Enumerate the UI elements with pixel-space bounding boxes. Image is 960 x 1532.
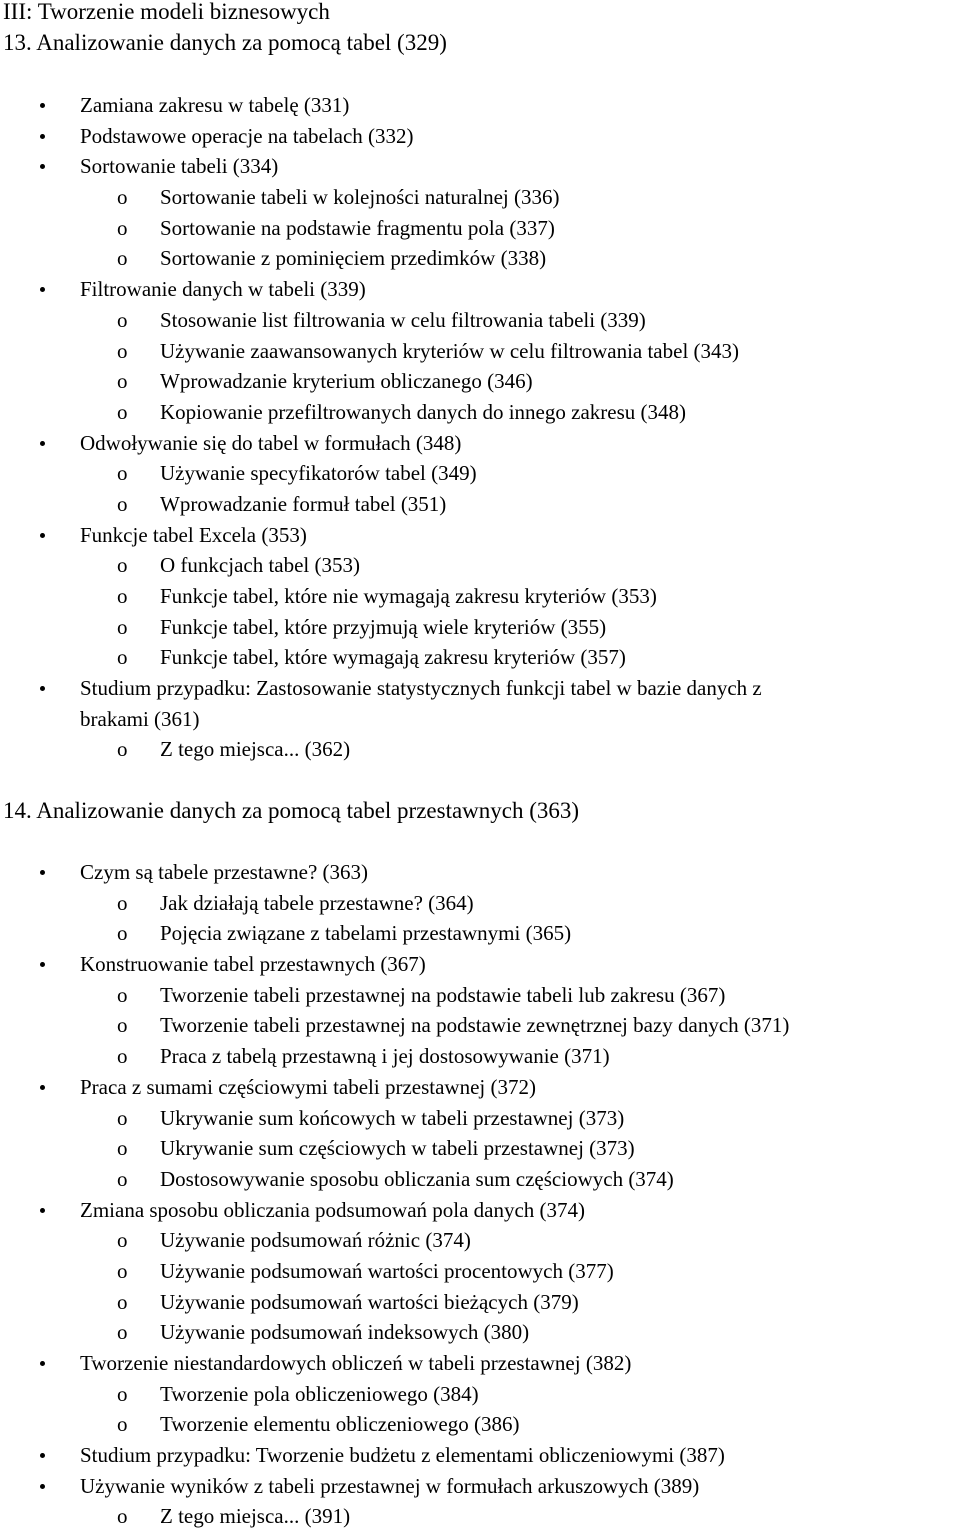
- list-item-text: Studium przypadku: Zastosowanie statystycznych funkcji tabel w bazie danych z: [80, 676, 762, 701]
- sub-bullet-marker: o: [117, 185, 128, 210]
- list-item: [0, 1348, 960, 1379]
- sub-bullet-marker: o: [117, 737, 128, 762]
- bullet-icon: [40, 962, 45, 967]
- list-item-text: Tworzenie tabeli przestawnej na podstawie tabeli lub zakresu (367): [160, 982, 726, 1007]
- sub-list-item: [0, 1409, 960, 1440]
- sub-list-item: [0, 642, 960, 673]
- sub-bullet-marker: o: [117, 246, 128, 271]
- sub-list-item: [0, 1225, 960, 1256]
- bullet-icon: [40, 441, 45, 446]
- list-item: [0, 520, 960, 551]
- sub-list-item: [0, 1379, 960, 1410]
- list-item-text: Używanie specyfikatorów tabel (349): [160, 461, 477, 486]
- list-item-text: Praca z tabelą przestawną i jej dostosowywanie (371): [160, 1044, 610, 1069]
- list-item-text: Zmiana sposobu obliczania podsumowań pola danych (374): [80, 1197, 586, 1222]
- chapter-13-title: 13. Analizowanie danych za pomocą tabel (329): [3, 30, 447, 55]
- sub-bullet-marker: o: [117, 921, 128, 946]
- list-item-text: Czym są tabele przestawne? (363): [80, 860, 369, 884]
- list-item-text: Używanie podsumowań indeksowych (380): [160, 1320, 530, 1345]
- sub-bullet-marker: o: [117, 215, 128, 240]
- sub-list-item: [0, 336, 960, 367]
- bullet-icon: [40, 1453, 45, 1458]
- sub-bullet-marker: o: [117, 1136, 128, 1161]
- list-item: [0, 1195, 960, 1226]
- sub-list-item: [0, 734, 960, 765]
- sub-bullet-marker: o: [117, 1044, 128, 1069]
- sub-list-item: [0, 182, 960, 213]
- list-item-text: Odwoływanie się do tabel w formułach (348): [80, 430, 462, 455]
- sub-bullet-marker: o: [117, 369, 128, 394]
- sub-bullet-marker: o: [117, 553, 128, 578]
- chapter-13-list: [0, 90, 960, 765]
- sub-bullet-marker: o: [117, 1320, 128, 1345]
- list-item-text: Funkcje tabel, które nie wymagają zakresu kryteriów (353): [160, 584, 657, 608]
- sub-bullet-marker: o: [117, 1289, 128, 1314]
- sub-list-item: [0, 1010, 960, 1041]
- list-item-text: Podstawowe operacje na tabelach (332): [80, 123, 414, 148]
- list-item-text: brakami (361): [80, 706, 200, 731]
- sub-bullet-marker: o: [117, 1381, 128, 1406]
- list-item: [0, 428, 960, 459]
- sub-list-item: [0, 243, 960, 274]
- sub-list-item: [0, 1133, 960, 1164]
- list-item: [0, 121, 960, 152]
- sub-list-item: [0, 397, 960, 428]
- list-item-text: Sortowanie tabeli (334): [80, 154, 279, 179]
- list-item-text: Sortowanie z pominięciem przedimków (338): [160, 246, 547, 271]
- list-item-text: Jak działają tabele przestawne? (364): [160, 890, 474, 915]
- sub-bullet-marker: o: [117, 1105, 128, 1130]
- sub-bullet-marker: o: [117, 1228, 128, 1253]
- list-item-text: Wprowadzanie formuł tabel (351): [160, 491, 447, 516]
- list-item-text: Tworzenie pola obliczeniowego (384): [160, 1381, 479, 1406]
- list-item: [0, 1072, 960, 1103]
- sub-list-item: [0, 1103, 960, 1134]
- list-item-text: Z tego miejsca... (391): [160, 1504, 351, 1529]
- list-item-text: Stosowanie list filtrowania w celu filtrowania tabeli (339): [160, 307, 646, 332]
- list-item: [0, 949, 960, 980]
- sub-bullet-marker: o: [117, 982, 128, 1007]
- list-item-text: Filtrowanie danych w tabeli (339): [80, 277, 366, 302]
- sub-list-item: [0, 918, 960, 949]
- sub-list-item: [0, 1164, 960, 1195]
- sub-bullet-marker: o: [117, 338, 128, 363]
- sub-bullet-marker: o: [117, 399, 128, 424]
- list-item-text: Sortowanie na podstawie fragmentu pola (337): [160, 215, 555, 240]
- list-item-text: Ukrywanie sum częściowych w tabeli przestawnej (373): [160, 1136, 635, 1161]
- sub-bullet-marker: o: [117, 614, 128, 639]
- bullet-icon: [40, 1361, 45, 1366]
- bullet-icon: [40, 1208, 45, 1213]
- list-item-text: Funkcje tabel, które przyjmują wiele kryteriów (355): [160, 614, 607, 639]
- sub-bullet-marker: o: [117, 461, 128, 486]
- list-item: [0, 1440, 960, 1471]
- chapter-14-list: [0, 857, 960, 1532]
- sub-list-item: [0, 458, 960, 489]
- sub-bullet-marker: o: [117, 307, 128, 332]
- sub-bullet-marker: o: [117, 584, 128, 608]
- list-item-continuation: [0, 704, 960, 735]
- list-item-text: Używanie podsumowań wartości bieżących (379): [160, 1289, 579, 1314]
- sub-bullet-marker: o: [117, 491, 128, 516]
- sub-list-item: [0, 980, 960, 1011]
- list-item: [0, 857, 960, 888]
- sub-list-item: [0, 489, 960, 520]
- list-item-text: Funkcje tabel Excela (353): [80, 522, 307, 547]
- sub-list-item: [0, 581, 960, 612]
- sub-list-item: [0, 550, 960, 581]
- list-item-text: Używanie podsumowań wartości procentowych (377): [160, 1258, 614, 1283]
- list-item-text: Używanie wyników z tabeli przestawnej w formułach arkuszowych (389): [80, 1473, 700, 1498]
- sub-list-item: [0, 1256, 960, 1287]
- bullet-icon: [40, 103, 45, 108]
- list-item-text: Funkcje tabel, które wymagają zakresu kryteriów (357): [160, 645, 626, 670]
- list-item-text: Studium przypadku: Tworzenie budżetu z elementami obliczeniowymi (387): [80, 1443, 725, 1468]
- sub-bullet-marker: o: [117, 1504, 128, 1529]
- sub-list-item: [0, 366, 960, 397]
- list-item-text: Konstruowanie tabel przestawnych (367): [80, 952, 426, 977]
- sub-list-item: [0, 888, 960, 919]
- list-item-text: O funkcjach tabel (353): [160, 553, 361, 578]
- sub-bullet-marker: o: [117, 1013, 128, 1038]
- list-item-text: Dostosowywanie sposobu obliczania sum częściowych (374): [160, 1166, 674, 1191]
- list-item-text: Pojęcia związane z tabelami przestawnymi (365): [160, 921, 572, 946]
- sub-bullet-marker: o: [117, 890, 128, 915]
- chapter-14-title: 14. Analizowanie danych za pomocą tabel przestawnych (363): [3, 798, 580, 823]
- list-item-text: Zamiana zakresu w tabelę (331): [80, 93, 350, 117]
- list-item-text: Używanie podsumowań różnic (374): [160, 1228, 471, 1253]
- sub-list-item: [0, 213, 960, 244]
- bullet-icon: [40, 1484, 45, 1489]
- bullet-icon: [40, 164, 45, 169]
- sub-list-item: [0, 1317, 960, 1348]
- sub-bullet-marker: o: [117, 1258, 128, 1283]
- sub-bullet-marker: o: [117, 645, 128, 670]
- sub-list-item: [0, 612, 960, 643]
- list-item-text: Używanie zaawansowanych kryteriów w celu filtrowania tabel (343): [160, 338, 740, 363]
- list-item-text: Praca z sumami częściowymi tabeli przestawnej (372): [80, 1074, 536, 1099]
- list-item-text: Ukrywanie sum końcowych w tabeli przestawnej (373): [160, 1105, 625, 1130]
- list-item: [0, 673, 960, 704]
- list-item: [0, 151, 960, 182]
- list-item: [0, 90, 960, 121]
- bullet-icon: [40, 686, 45, 691]
- list-item-text: Tworzenie tabeli przestawnej na podstawie zewnętrznej bazy danych (371): [160, 1013, 790, 1038]
- sub-list-item: [0, 1287, 960, 1318]
- list-item-text: Z tego miejsca... (362): [160, 737, 351, 762]
- bullet-icon: [40, 1085, 45, 1090]
- sub-bullet-marker: o: [117, 1412, 128, 1437]
- bullet-icon: [40, 870, 45, 875]
- list-item-text: Sortowanie tabeli w kolejności naturalnej (336): [160, 185, 560, 210]
- list-item-text: Tworzenie elementu obliczeniowego (386): [160, 1412, 520, 1437]
- bullet-icon: [40, 134, 45, 139]
- sub-list-item: [0, 1041, 960, 1072]
- sub-bullet-marker: o: [117, 1166, 128, 1191]
- part-title: III: Tworzenie modeli biznesowych: [3, 0, 330, 24]
- bullet-icon: [40, 533, 45, 538]
- list-item: [0, 1471, 960, 1502]
- list-item-text: Kopiowanie przefiltrowanych danych do innego zakresu (348): [160, 399, 686, 424]
- sub-list-item: [0, 1501, 960, 1532]
- list-item-text: Wprowadzanie kryterium obliczanego (346): [160, 369, 533, 394]
- sub-list-item: [0, 305, 960, 336]
- list-item-text: Tworzenie niestandardowych obliczeń w tabeli przestawnej (382): [80, 1351, 632, 1375]
- list-item: [0, 274, 960, 305]
- bullet-icon: [40, 287, 45, 292]
